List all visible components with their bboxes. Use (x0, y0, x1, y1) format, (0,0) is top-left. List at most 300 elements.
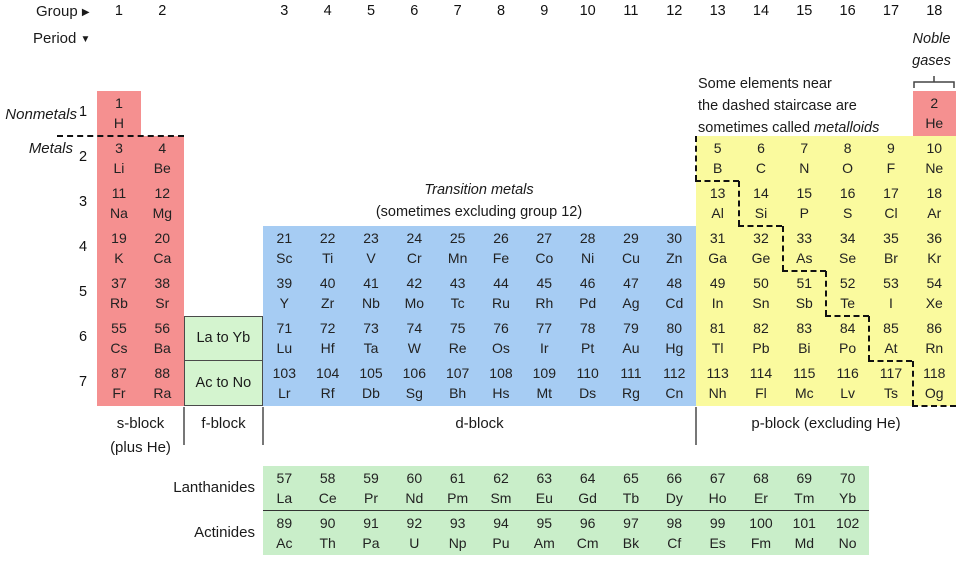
element-number: 107 (445, 364, 470, 381)
element-number: 41 (363, 274, 379, 291)
element-symbol: Pb (752, 339, 770, 356)
element-number: 64 (579, 470, 596, 486)
element-cell-k (97, 226, 140, 271)
element-cell-pm (436, 466, 479, 511)
element-cell-cf (653, 511, 696, 556)
element-number: 54 (926, 274, 943, 291)
element-number: 3 (115, 139, 123, 156)
element-cell-as (783, 226, 826, 271)
staircase-dash-v-left-of-b (695, 136, 697, 181)
element-number: 34 (839, 229, 856, 246)
staircase-dash-v-left-of-og (912, 361, 914, 406)
element-number: 48 (666, 274, 683, 291)
element-symbol: Fl (755, 384, 767, 401)
transition-metals-caption-line2: (sometimes excluding group 12) (375, 204, 583, 220)
element-number: 83 (796, 319, 813, 336)
element-cell-er (739, 466, 782, 511)
element-number: 57 (276, 470, 293, 486)
element-symbol: Rh (535, 294, 554, 311)
element-symbol: Dy (665, 490, 683, 506)
element-number: 98 (666, 514, 683, 531)
element-symbol: Lu (276, 339, 293, 356)
element-cell-no (826, 511, 869, 556)
element-number: 79 (623, 319, 639, 336)
element-number: 14 (753, 184, 769, 201)
element-symbol: Mg (152, 204, 173, 221)
element-number: 80 (666, 319, 683, 336)
noble-gases-bracket-icon (911, 75, 957, 90)
element-cell-ru (479, 271, 522, 316)
group-number-15: 15 (796, 3, 813, 19)
element-symbol: Mt (536, 384, 553, 401)
period-number-3: 3 (78, 193, 88, 210)
element-symbol: Ra (153, 384, 172, 401)
element-cell-ds (566, 361, 609, 406)
element-number: 117 (879, 364, 903, 381)
period-number-4: 4 (78, 238, 88, 255)
element-number: 40 (319, 274, 336, 291)
element-number: 46 (579, 274, 596, 291)
element-symbol: B (712, 159, 723, 176)
p-block-label: p-block (excluding He) (751, 415, 901, 432)
element-cell-ta (349, 316, 392, 361)
element-symbol: Fr (112, 384, 126, 401)
element-symbol: Pu (492, 534, 510, 551)
element-number: 9 (887, 139, 895, 156)
element-number: 85 (883, 319, 899, 336)
element-cell-cl (869, 181, 912, 226)
element-number: 16 (839, 184, 856, 201)
element-symbol: Md (794, 534, 815, 551)
element-symbol: Nh (708, 384, 727, 401)
metalloid-note-line1: Some elements near (698, 76, 832, 92)
element-number: 26 (493, 229, 509, 246)
element-cell-gd (566, 466, 609, 511)
element-number: 63 (536, 470, 553, 486)
f-block-cell-la-to-yb (184, 316, 263, 361)
element-number: 32 (753, 229, 769, 246)
element-cell-nd (393, 466, 436, 511)
element-number: 55 (111, 319, 127, 336)
element-symbol: Be (153, 159, 171, 176)
group-number-8: 8 (496, 3, 506, 19)
element-number: 74 (406, 319, 423, 336)
element-number: 11 (111, 184, 127, 201)
element-cell-na (97, 181, 140, 226)
element-number: 23 (363, 229, 379, 246)
element-symbol: Al (711, 204, 724, 221)
element-number: 118 (923, 364, 946, 381)
element-number: 39 (276, 274, 293, 291)
element-cell-fe (479, 226, 522, 271)
element-cell-ne (913, 136, 956, 181)
element-number: 22 (319, 229, 336, 246)
group-number-9: 9 (540, 3, 549, 19)
element-symbol: Gd (578, 490, 597, 506)
element-symbol: Ir (540, 339, 549, 356)
group-axis-label: Group ▶ (36, 3, 90, 20)
element-number: 4 (158, 139, 167, 156)
s-block-label-line2: (plus He) (110, 439, 171, 456)
period-number-7: 7 (78, 373, 88, 390)
element-cell-sr (141, 271, 184, 316)
staircase-dash-h-under-te (825, 315, 869, 317)
element-symbol: Zn (666, 249, 683, 266)
element-number: 2 (930, 94, 939, 111)
element-cell-mn (436, 226, 479, 271)
element-symbol: Mc (794, 384, 814, 401)
element-number: 1 (115, 94, 123, 111)
element-symbol: F (886, 159, 896, 176)
staircase-dash-h-under-b (695, 180, 739, 182)
element-cell-pb (739, 316, 782, 361)
element-symbol: Fm (750, 534, 772, 551)
element-number: 33 (796, 229, 813, 246)
element-number: 56 (154, 319, 171, 336)
element-symbol: Co (535, 249, 554, 266)
element-number: 100 (749, 514, 773, 531)
element-symbol: In (711, 294, 724, 311)
element-cell-lu (263, 316, 306, 361)
element-cell-yb (826, 466, 869, 511)
element-cell-sc (263, 226, 306, 271)
element-symbol: Bh (449, 384, 467, 401)
element-symbol: Ni (581, 249, 595, 266)
element-symbol: As (796, 249, 813, 266)
element-number: 60 (406, 470, 423, 486)
element-cell-og (913, 361, 956, 406)
element-cell-ac (263, 511, 306, 556)
element-symbol: N (799, 159, 810, 176)
element-number: 82 (753, 319, 769, 336)
element-symbol: Hg (665, 339, 684, 356)
element-symbol: Pa (362, 534, 380, 551)
element-number: 112 (663, 364, 686, 381)
element-cell-mo (393, 271, 436, 316)
element-number: 8 (843, 139, 852, 156)
element-cell-ca (141, 226, 184, 271)
element-symbol: Tl (711, 339, 724, 356)
element-symbol: Pm (447, 490, 469, 506)
element-number: 68 (753, 470, 769, 486)
element-symbol: Te (840, 294, 856, 311)
element-number: 77 (536, 319, 553, 336)
element-cell-ga (696, 226, 739, 271)
element-number: 90 (319, 514, 336, 531)
element-cell-re (436, 316, 479, 361)
element-symbol: Rg (622, 384, 640, 401)
element-number: 75 (449, 319, 466, 336)
element-symbol: At (884, 339, 898, 356)
element-number: 84 (839, 319, 856, 336)
element-symbol: Cn (665, 384, 684, 401)
nonmetals-label: Nonmetals (5, 106, 77, 123)
element-symbol: Ts (883, 384, 898, 401)
element-cell-cn (653, 361, 696, 406)
element-cell-fm (739, 511, 782, 556)
element-symbol: Ar (927, 204, 942, 221)
element-symbol: Ag (622, 294, 640, 311)
group-number-17: 17 (882, 3, 900, 19)
element-symbol: Ta (363, 339, 379, 356)
element-symbol: Ge (751, 249, 771, 266)
element-cell-pu (479, 511, 522, 556)
element-number: 42 (406, 274, 423, 291)
element-cell-cs (97, 316, 140, 361)
element-number: 29 (623, 229, 639, 246)
element-symbol: Cu (622, 249, 640, 266)
element-symbol: Sb (795, 294, 813, 311)
element-symbol: Na (110, 204, 128, 221)
f-d-block-divider (262, 407, 264, 445)
element-cell-es (696, 511, 739, 556)
element-symbol: O (842, 159, 854, 176)
element-cell-cd (653, 271, 696, 316)
element-cell-b (696, 136, 739, 181)
element-number: 13 (709, 184, 726, 201)
element-number: 31 (709, 229, 726, 246)
element-cell-co (523, 226, 566, 271)
element-cell-ti (306, 226, 349, 271)
element-number: 24 (406, 229, 423, 246)
element-number: 95 (536, 514, 553, 531)
element-cell-rb (97, 271, 140, 316)
element-number: 76 (493, 319, 509, 336)
element-symbol: Ne (925, 159, 944, 176)
element-symbol: La (276, 490, 293, 506)
element-number: 87 (111, 364, 127, 381)
element-symbol: Ba (153, 339, 171, 356)
element-cell-rh (523, 271, 566, 316)
element-symbol: Bi (798, 339, 811, 356)
element-cell-si (739, 181, 782, 226)
element-cell-o (826, 136, 869, 181)
element-symbol: Cs (110, 339, 128, 356)
group-number-3: 3 (280, 3, 289, 19)
noble-gases-label-line2: gases (912, 53, 951, 69)
group-number-10: 10 (579, 3, 596, 19)
element-number: 109 (532, 364, 556, 381)
group-number-4: 4 (323, 3, 332, 19)
lanthanide-actinide-separator (263, 510, 870, 511)
element-number: 70 (839, 470, 856, 486)
d-p-block-divider (695, 407, 697, 445)
element-number: 58 (319, 470, 336, 486)
staircase-dash-h-under-at (868, 360, 912, 362)
element-number: 115 (793, 364, 816, 381)
element-symbol: Pt (581, 339, 595, 356)
element-symbol: Og (924, 384, 944, 401)
element-number: 35 (883, 229, 899, 246)
element-symbol: Db (362, 384, 380, 401)
element-cell-pa (349, 511, 392, 556)
element-symbol: Se (839, 249, 857, 266)
group-number-2: 2 (158, 3, 167, 19)
element-number: 111 (620, 364, 642, 381)
element-symbol: Li (113, 159, 125, 176)
f-block-cell-la-to-yb-label: La to Yb (196, 330, 251, 347)
element-number: 5 (713, 139, 722, 156)
element-cell-kr (913, 226, 956, 271)
element-cell-nb (349, 271, 392, 316)
element-number: 12 (154, 184, 171, 201)
element-symbol: Ds (579, 384, 597, 401)
element-symbol: Hs (492, 384, 510, 401)
element-symbol: Au (622, 339, 640, 356)
element-cell-ir (523, 316, 566, 361)
s-block-label-line1: s-block (116, 415, 165, 432)
element-cell-pd (566, 271, 609, 316)
s-f-block-divider (183, 407, 185, 445)
staircase-dash-v-left-of-at (868, 316, 870, 361)
element-cell-th (306, 511, 349, 556)
element-number: 20 (154, 229, 171, 246)
element-number: 30 (666, 229, 683, 246)
element-cell-hf (306, 316, 349, 361)
element-number: 93 (449, 514, 466, 531)
element-symbol: P (799, 204, 809, 221)
element-number: 38 (154, 274, 171, 291)
element-number: 88 (154, 364, 171, 381)
element-symbol: Po (839, 339, 857, 356)
element-number: 73 (363, 319, 379, 336)
element-cell-al (696, 181, 739, 226)
element-symbol: I (889, 294, 893, 311)
staircase-dash-h-under-h (57, 135, 184, 137)
element-symbol: Rb (110, 294, 128, 311)
element-cell-f (869, 136, 912, 181)
element-cell-in (696, 271, 739, 316)
element-number: 44 (493, 274, 509, 291)
element-cell-ce (306, 466, 349, 511)
group-number-13: 13 (709, 3, 726, 19)
group-number-12: 12 (666, 3, 683, 19)
element-cell-am (523, 511, 566, 556)
element-symbol: Y (279, 294, 289, 311)
element-cell-tb (609, 466, 652, 511)
element-cell-np (436, 511, 479, 556)
metalloid-note-line2: the dashed staircase are (698, 98, 857, 114)
element-symbol: Cd (665, 294, 684, 311)
element-cell-w (393, 316, 436, 361)
element-symbol: Cr (406, 249, 422, 266)
element-symbol: Th (319, 534, 336, 551)
element-symbol: Pd (579, 294, 597, 311)
element-symbol: Nd (405, 490, 424, 506)
element-symbol: Es (709, 534, 726, 551)
element-cell-sn (739, 271, 782, 316)
element-number: 59 (363, 470, 379, 486)
element-number: 19 (111, 229, 127, 246)
element-cell-zn (653, 226, 696, 271)
element-number: 96 (579, 514, 596, 531)
element-symbol: Sg (405, 384, 423, 401)
element-number: 92 (406, 514, 423, 531)
element-cell-i (869, 271, 912, 316)
element-number: 67 (709, 470, 726, 486)
element-cell-cr (393, 226, 436, 271)
element-cell-ra (141, 361, 184, 406)
element-cell-ar (913, 181, 956, 226)
element-cell-te (826, 271, 869, 316)
element-symbol: Bk (622, 534, 640, 551)
element-number: 72 (319, 319, 336, 336)
lanthanides-label: Lanthanides (173, 479, 255, 496)
element-cell-ho (696, 466, 739, 511)
element-cell-au (609, 316, 652, 361)
element-cell-md (783, 511, 826, 556)
element-cell-br (869, 226, 912, 271)
element-cell-mc (783, 361, 826, 406)
element-number: 97 (623, 514, 639, 531)
element-number: 6 (757, 139, 765, 156)
element-symbol: Ru (492, 294, 510, 311)
element-cell-tl (696, 316, 739, 361)
element-symbol: Tm (794, 490, 815, 506)
element-cell-rg (609, 361, 652, 406)
element-number: 78 (579, 319, 596, 336)
group-number-7: 7 (453, 3, 462, 19)
group-number-16: 16 (839, 3, 856, 19)
element-symbol: Rf (320, 384, 335, 401)
period-number-6: 6 (78, 328, 88, 345)
element-symbol: Fe (492, 249, 510, 266)
element-number: 61 (449, 470, 466, 486)
element-cell-db (349, 361, 392, 406)
element-number: 71 (276, 319, 293, 336)
element-symbol: Ho (708, 490, 727, 506)
element-symbol: V (366, 249, 376, 266)
f-block-label: f-block (201, 415, 246, 432)
staircase-dash-v-left-of-si (738, 181, 740, 226)
element-symbol: Lr (278, 384, 291, 401)
element-symbol: Cl (884, 204, 898, 221)
element-cell-fr (97, 361, 140, 406)
element-symbol: No (838, 534, 857, 551)
element-cell-ni (566, 226, 609, 271)
element-symbol: Os (492, 339, 510, 356)
element-cell-bi (783, 316, 826, 361)
group-arrow-icon: ▶ (81, 7, 90, 18)
element-cell-cu (609, 226, 652, 271)
element-symbol: U (409, 534, 420, 551)
staircase-dash-v-left-of-as (782, 226, 784, 271)
element-cell-pr (349, 466, 392, 511)
element-number: 69 (796, 470, 813, 486)
element-number: 103 (272, 364, 296, 381)
element-cell-fl (739, 361, 782, 406)
element-symbol: Mo (404, 294, 425, 311)
element-number: 114 (749, 364, 773, 381)
element-number: 116 (836, 364, 859, 381)
element-number: 62 (493, 470, 509, 486)
element-symbol: Lv (840, 384, 856, 401)
element-symbol: Yb (839, 490, 857, 506)
element-number: 37 (111, 274, 127, 291)
element-number: 47 (623, 274, 639, 291)
period-number-2: 2 (78, 148, 88, 165)
element-cell-hg (653, 316, 696, 361)
element-number: 105 (359, 364, 383, 381)
element-number: 10 (926, 139, 943, 156)
staircase-dash-h-under-og (912, 405, 957, 407)
group-number-6: 6 (410, 3, 419, 19)
element-cell-he (913, 91, 956, 136)
element-number: 110 (576, 364, 599, 381)
element-symbol: Nb (362, 294, 380, 311)
element-symbol: He (925, 114, 944, 131)
element-number: 43 (449, 274, 466, 291)
